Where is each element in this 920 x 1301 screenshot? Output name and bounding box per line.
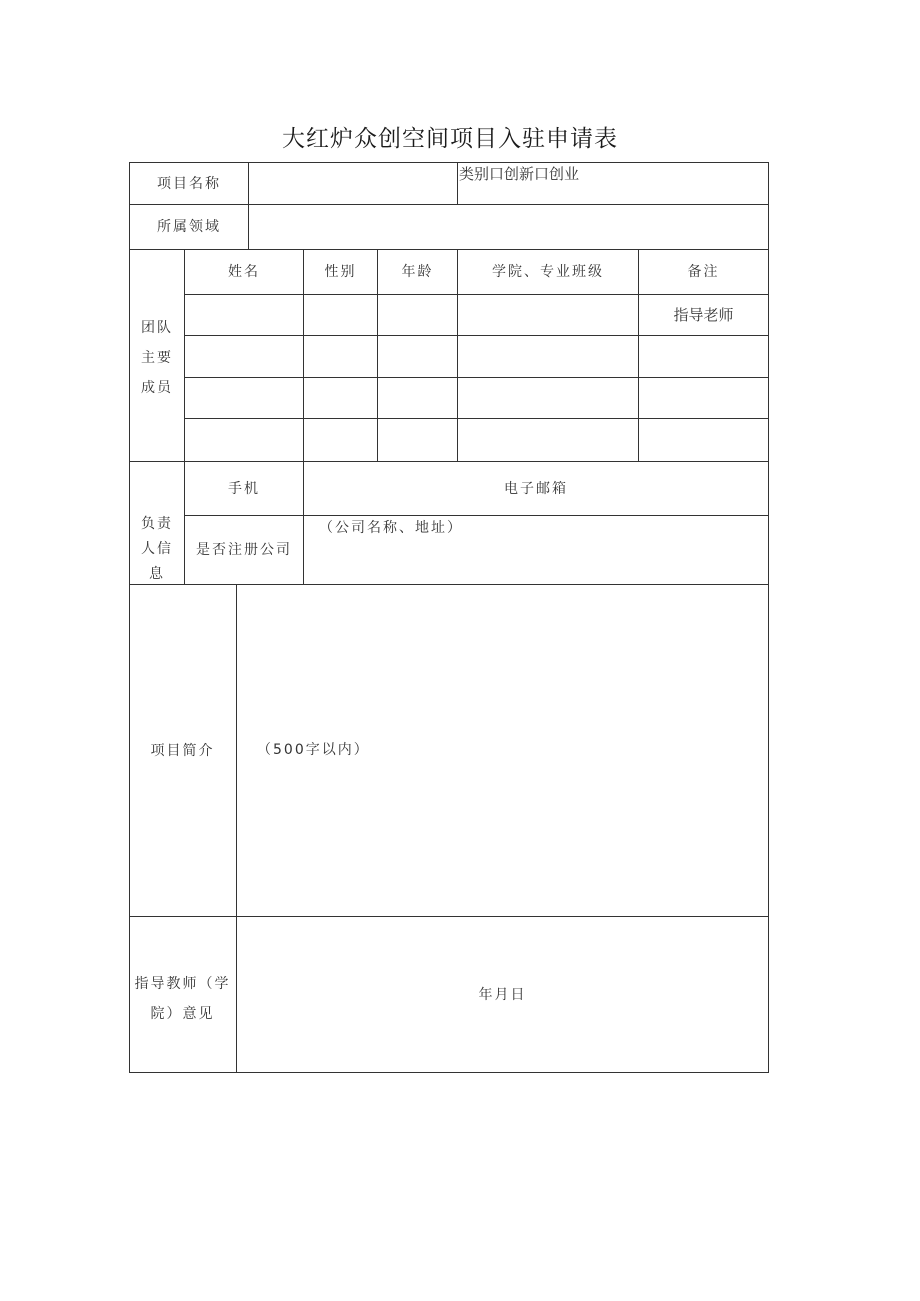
team-header-gender: 性别 <box>324 264 357 280</box>
advisor-label-line-1: 指导教师（学 <box>134 976 231 992</box>
column-divider <box>457 162 458 204</box>
team-label-line-1: 团队 <box>141 320 173 336</box>
advisor-date-text: 年月日 <box>478 987 527 1003</box>
leader-email-label: 电子邮箱 <box>504 480 568 497</box>
leader-info-label <box>129 512 185 587</box>
leader-label-line-2: 人信 <box>141 541 173 557</box>
team-header-remarks: 备注 <box>687 264 720 280</box>
company-name-address-hint[interactable]: （公司名称、地址） <box>319 520 463 536</box>
leader-phone-label: 手机 <box>228 480 260 497</box>
team-header-age: 年龄 <box>401 264 434 280</box>
row-divider <box>184 418 769 419</box>
row-divider <box>129 916 769 917</box>
advisor-label-line-2: 院）意见 <box>150 1006 215 1022</box>
team-header-college-major-class: 学院、专业班级 <box>492 264 604 280</box>
field-label: 所属领域 <box>157 219 221 235</box>
project-intro-label: 项目简介 <box>150 742 215 759</box>
registered-company-label: 是否注册公司 <box>196 542 292 558</box>
application-form-table <box>129 162 769 1073</box>
table-border-right <box>768 162 769 1073</box>
table-border-bottom <box>129 1072 769 1073</box>
field-input-cell[interactable] <box>249 205 768 249</box>
row-divider <box>184 377 769 378</box>
row-divider <box>184 335 769 336</box>
project-category-options[interactable]: 类别口创新口创业 <box>459 165 580 183</box>
project-name-label: 项目名称 <box>157 175 221 192</box>
leader-label-line-1: 负责 <box>141 516 173 532</box>
leader-label-line-3: 息 <box>149 566 165 582</box>
advisor-opinion-label <box>129 969 236 1029</box>
team-header-name: 姓名 <box>228 264 260 280</box>
team-label-line-3: 成员 <box>141 380 173 396</box>
project-intro-hint[interactable]: （500字以内） <box>257 742 370 758</box>
column-divider <box>303 249 304 584</box>
team-row-1-note: 指导老师 <box>673 306 734 324</box>
form-title: 大红炉众创空间项目入驻申请表 <box>282 126 618 152</box>
team-members-label <box>129 312 185 404</box>
project-name-input-cell[interactable] <box>249 162 457 204</box>
team-label-line-2: 主要 <box>141 350 173 366</box>
